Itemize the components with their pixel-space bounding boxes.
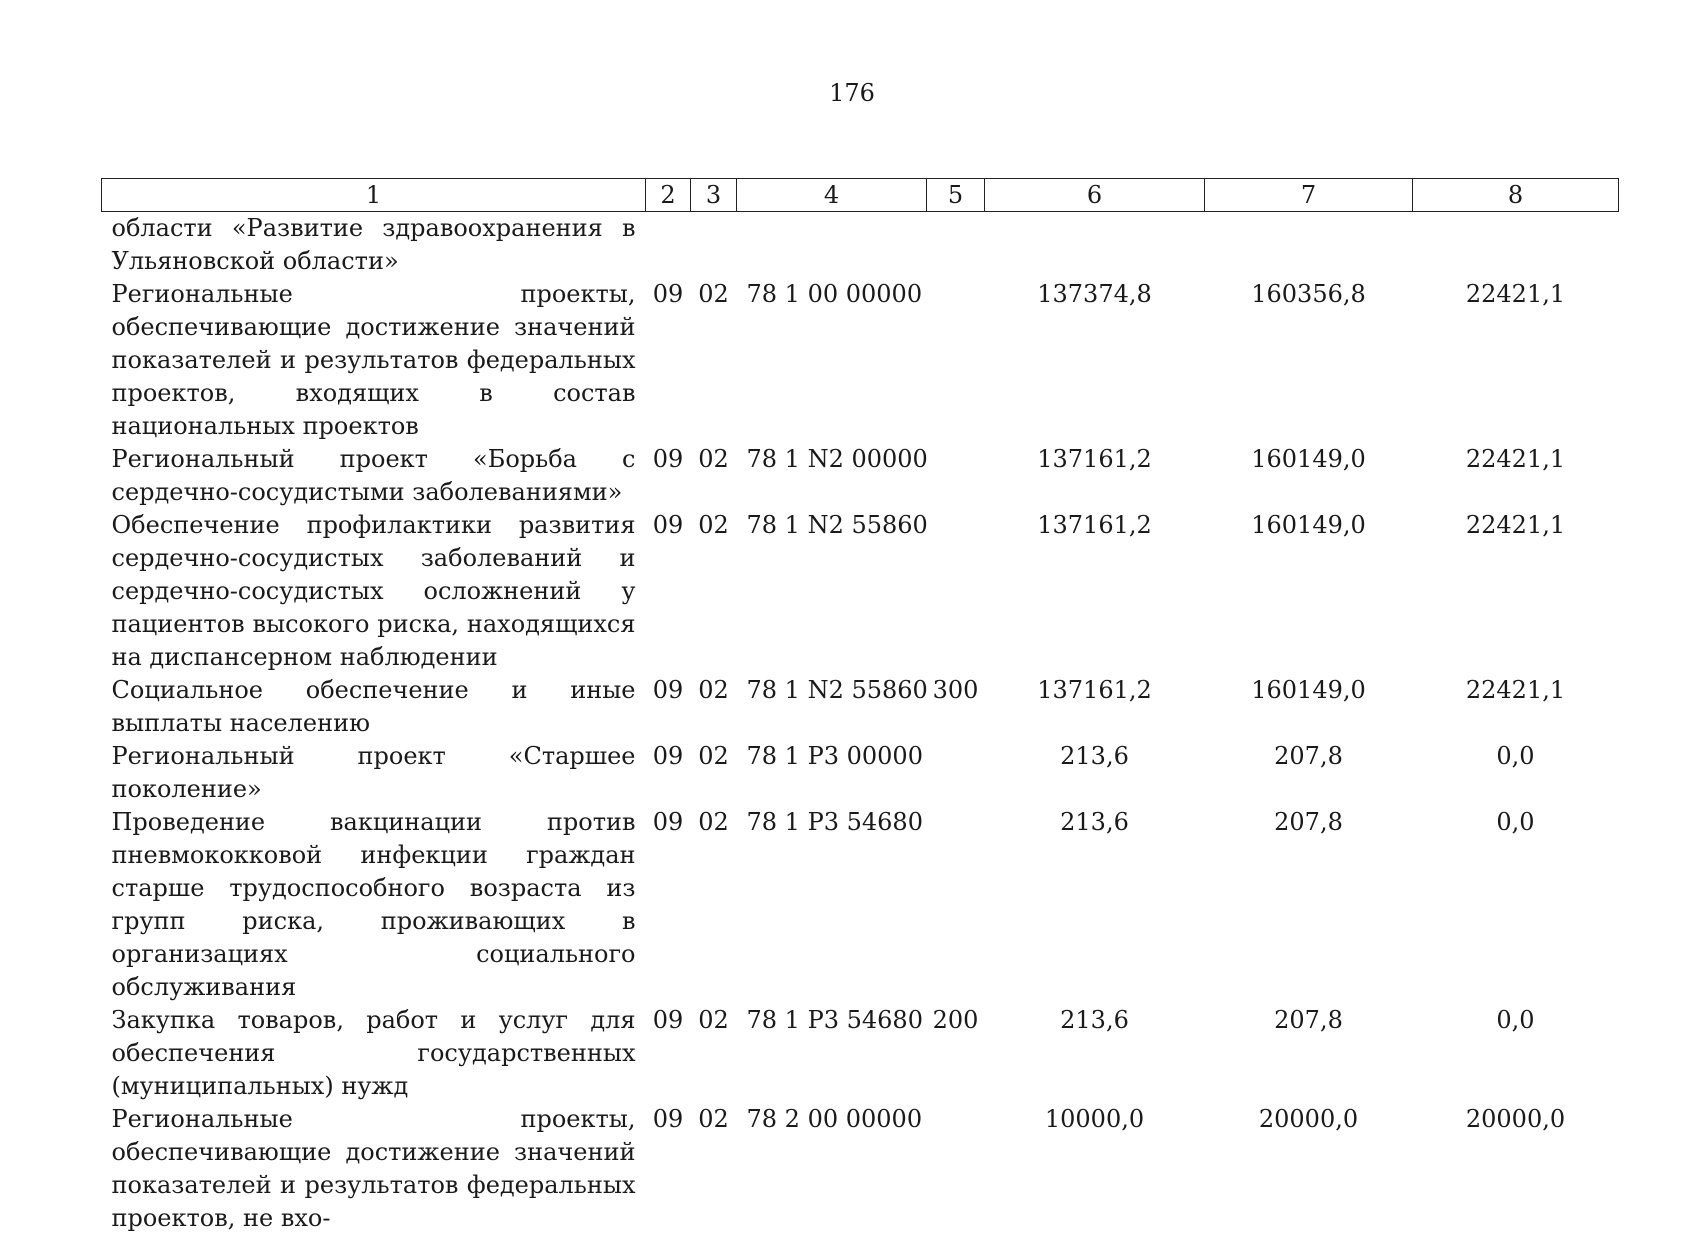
row-section <box>646 212 691 279</box>
row-section: 09 <box>646 1004 691 1103</box>
row-expense-type: 200 <box>927 1004 985 1103</box>
row-expense-type <box>927 1103 985 1235</box>
header-col-4: 4 <box>737 179 927 212</box>
row-expense-type <box>927 806 985 1004</box>
row-description: Региональный проект «Борьба с сердечно-сосудистыми заболеваниями» <box>102 443 646 509</box>
row-description: области «Развитие здравоохранения в Ульяновской области» <box>102 212 646 279</box>
header-row <box>102 179 1619 212</box>
row-target-code: 78 1 00 00000 <box>737 278 927 443</box>
row-amount-8: 22421,1 <box>1413 674 1619 740</box>
row-expense-type <box>927 740 985 806</box>
row-expense-type <box>927 278 985 443</box>
row-amount-6: 213,6 <box>985 740 1205 806</box>
row-amount-6: 137161,2 <box>985 509 1205 674</box>
header-col-2: 2 <box>646 179 691 212</box>
header-col-7: 7 <box>1205 179 1413 212</box>
row-amount-7: 20000,0 <box>1205 1103 1413 1235</box>
row-amount-7: 160149,0 <box>1205 674 1413 740</box>
row-target-code: 78 1 P3 54680 <box>737 806 927 1004</box>
table-row <box>102 443 1619 509</box>
row-subsection: 02 <box>691 674 737 740</box>
table-header <box>102 179 1619 212</box>
table-row <box>102 212 1619 279</box>
row-target-code: 78 1 P3 54680 <box>737 1004 927 1103</box>
row-amount-8 <box>1413 212 1619 279</box>
row-section: 09 <box>646 509 691 674</box>
row-target-code <box>737 212 927 279</box>
row-amount-7 <box>1205 212 1413 279</box>
row-amount-8: 20000,0 <box>1413 1103 1619 1235</box>
row-section: 09 <box>646 674 691 740</box>
row-amount-7: 160356,8 <box>1205 278 1413 443</box>
row-amount-8: 0,0 <box>1413 806 1619 1004</box>
row-amount-8: 0,0 <box>1413 1004 1619 1103</box>
row-amount-7: 207,8 <box>1205 806 1413 1004</box>
row-description: Закупка товаров, работ и услуг для обеспечения государственных (муниципальных) нужд <box>102 1004 646 1103</box>
page-number: 176 <box>0 78 1704 108</box>
header-col-5: 5 <box>927 179 985 212</box>
row-amount-6: 137374,8 <box>985 278 1205 443</box>
table-row <box>102 1103 1619 1235</box>
header-col-1: 1 <box>102 179 646 212</box>
row-amount-7: 160149,0 <box>1205 509 1413 674</box>
row-subsection <box>691 212 737 279</box>
row-amount-6: 137161,2 <box>985 443 1205 509</box>
table-row <box>102 509 1619 674</box>
row-description: Региональные проекты, обеспечивающие достижение значений показателей и результатов федеральных проектов, входящих в состав национальных проектов <box>102 278 646 443</box>
row-expense-type <box>927 212 985 279</box>
row-subsection: 02 <box>691 806 737 1004</box>
row-subsection: 02 <box>691 509 737 674</box>
row-amount-6: 10000,0 <box>985 1103 1205 1235</box>
row-expense-type <box>927 443 985 509</box>
row-amount-7: 160149,0 <box>1205 443 1413 509</box>
header-col-8: 8 <box>1413 179 1619 212</box>
row-section: 09 <box>646 806 691 1004</box>
row-amount-6 <box>985 212 1205 279</box>
row-amount-8: 0,0 <box>1413 740 1619 806</box>
row-amount-7: 207,8 <box>1205 1004 1413 1103</box>
row-expense-type <box>927 509 985 674</box>
row-expense-type: 300 <box>927 674 985 740</box>
header-col-3: 3 <box>691 179 737 212</box>
row-amount-7: 207,8 <box>1205 740 1413 806</box>
table-body <box>102 212 1619 1235</box>
row-description: Социальное обеспечение и иные выплаты населению <box>102 674 646 740</box>
row-amount-6: 213,6 <box>985 1004 1205 1103</box>
row-subsection: 02 <box>691 1004 737 1103</box>
row-subsection: 02 <box>691 740 737 806</box>
row-section: 09 <box>646 740 691 806</box>
row-target-code: 78 1 N2 00000 <box>737 443 927 509</box>
row-target-code: 78 1 P3 00000 <box>737 740 927 806</box>
budget-table <box>101 178 1619 1235</box>
table-row <box>102 806 1619 1004</box>
row-subsection: 02 <box>691 278 737 443</box>
row-section: 09 <box>646 278 691 443</box>
row-target-code: 78 1 N2 55860 <box>737 509 927 674</box>
table-row <box>102 674 1619 740</box>
row-amount-6: 137161,2 <box>985 674 1205 740</box>
row-description: Обеспечение профилактики развития сердечно-сосудистых заболеваний и сердечно-сосудистых осложнений у пациентов высокого риска, находящихся на диспансерном наблюдении <box>102 509 646 674</box>
table-row <box>102 1004 1619 1103</box>
row-amount-6: 213,6 <box>985 806 1205 1004</box>
row-description: Региональный проект «Старшее поколение» <box>102 740 646 806</box>
row-section: 09 <box>646 1103 691 1235</box>
row-amount-8: 22421,1 <box>1413 509 1619 674</box>
row-target-code: 78 1 N2 55860 <box>737 674 927 740</box>
row-target-code: 78 2 00 00000 <box>737 1103 927 1235</box>
row-amount-8: 22421,1 <box>1413 278 1619 443</box>
row-amount-8: 22421,1 <box>1413 443 1619 509</box>
header-col-6: 6 <box>985 179 1205 212</box>
row-subsection: 02 <box>691 1103 737 1235</box>
row-section: 09 <box>646 443 691 509</box>
row-description: Проведение вакцинации против пневмококковой инфекции граждан старше трудоспособного возраста из групп риска, проживающих в организациях социального обслуживания <box>102 806 646 1004</box>
row-subsection: 02 <box>691 443 737 509</box>
row-description: Региональные проекты, обеспечивающие достижение значений показателей и результатов федеральных проектов, не вхо- <box>102 1103 646 1235</box>
table-row <box>102 740 1619 806</box>
table-row <box>102 278 1619 443</box>
